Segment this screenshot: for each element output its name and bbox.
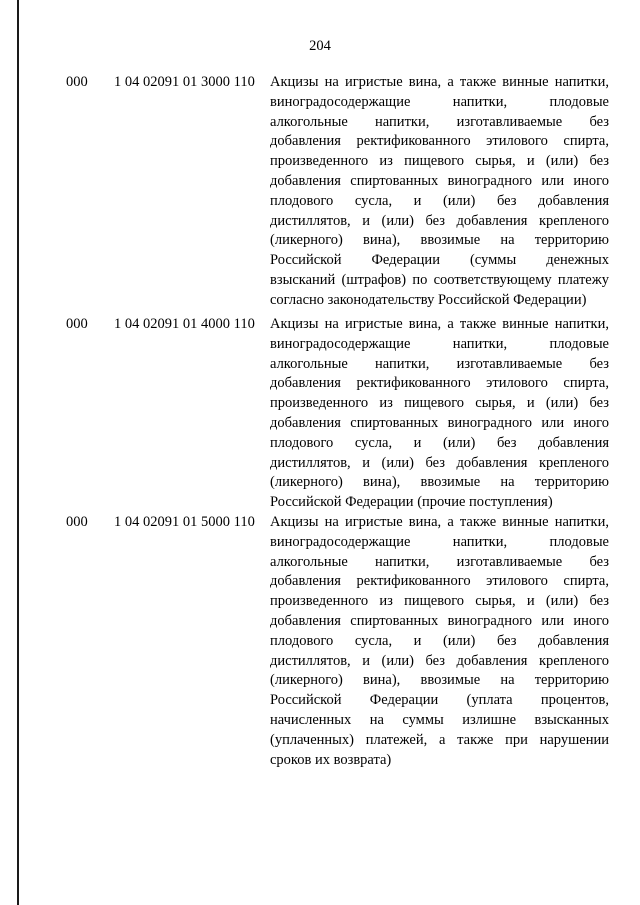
description-line: плодового сусла, и (или) без добавления <box>270 434 609 451</box>
description-line: добавления спиртованных виноградного или иного <box>270 612 609 629</box>
description-line: (ликерного) вина), ввозимые на территорию <box>270 232 609 249</box>
description-line: Российской Федерации (прочие поступления) <box>270 494 553 511</box>
admin-code: 000 <box>66 316 88 332</box>
description-line: добавления спиртованных виноградного или иного <box>270 172 609 189</box>
description-line: (ликерного) вина), ввозимые на территорию <box>270 474 609 491</box>
entry-description <box>270 315 609 513</box>
description-line: добавления ректификованного этилового спирта, <box>270 133 609 150</box>
description-line: виноградосодержащие напитки, плодовые <box>270 93 609 110</box>
description-line: Российской Федерации (уплата процентов, <box>270 692 609 709</box>
admin-code: 000 <box>66 74 88 90</box>
description-line: Акцизы на игристые вина, а также винные напитки, <box>270 316 609 332</box>
description-line: алкогольные напитки, изготавливаемые без <box>270 113 609 130</box>
budget-classification-code: 1 04 02091 01 3000 110 <box>114 74 255 90</box>
description-line: Российской Федерации (суммы денежных <box>270 252 609 269</box>
page-number: 204 <box>309 38 331 54</box>
description-line: плодового сусла, и (или) без добавления <box>270 632 609 649</box>
description-line: дистиллятов, и (или) без добавления крепленого <box>270 454 609 471</box>
entry-description <box>270 73 609 311</box>
description-line: добавления ректификованного этилового спирта, <box>270 375 609 392</box>
description-line: алкогольные напитки, изготавливаемые без <box>270 553 609 570</box>
description-line: дистиллятов, и (или) без добавления крепленого <box>270 652 609 669</box>
description-line: сроков их возврата) <box>270 751 392 768</box>
description-line: дистиллятов, и (или) без добавления крепленого <box>270 212 609 229</box>
budget-classification-code: 1 04 02091 01 4000 110 <box>114 316 255 332</box>
description-line: виноградосодержащие напитки, плодовые <box>270 533 609 550</box>
description-line: (ликерного) вина), ввозимые на территорию <box>270 672 609 689</box>
description-line: плодового сусла, и (или) без добавления <box>270 192 609 209</box>
budget-classification-code: 1 04 02091 01 5000 110 <box>114 514 255 530</box>
description-line: добавления ректификованного этилового спирта, <box>270 573 609 590</box>
description-line: добавления спиртованных виноградного или иного <box>270 414 609 431</box>
description-line: начисленных на суммы излишне взысканных <box>270 711 609 728</box>
description-line: произведенного из пищевого сырья, и (или) без <box>270 593 609 610</box>
description-line: взысканий (штрафов) по соответствующему платежу <box>270 271 609 288</box>
admin-code: 000 <box>66 514 88 530</box>
description-line: согласно законодательству Российской Федерации) <box>270 291 587 308</box>
page-left-border <box>17 0 19 905</box>
description-line: Акцизы на игристые вина, а также винные напитки, <box>270 74 609 90</box>
description-line: виноградосодержащие напитки, плодовые <box>270 335 609 352</box>
description-line: произведенного из пищевого сырья, и (или) без <box>270 153 609 170</box>
description-line: алкогольные напитки, изготавливаемые без <box>270 355 609 372</box>
description-line: Акцизы на игристые вина, а также винные напитки, <box>270 514 609 530</box>
entry-description <box>270 513 609 770</box>
description-line: (уплаченных) платежей, а также при нарушении <box>270 731 609 748</box>
description-line: произведенного из пищевого сырья, и (или) без <box>270 395 609 412</box>
